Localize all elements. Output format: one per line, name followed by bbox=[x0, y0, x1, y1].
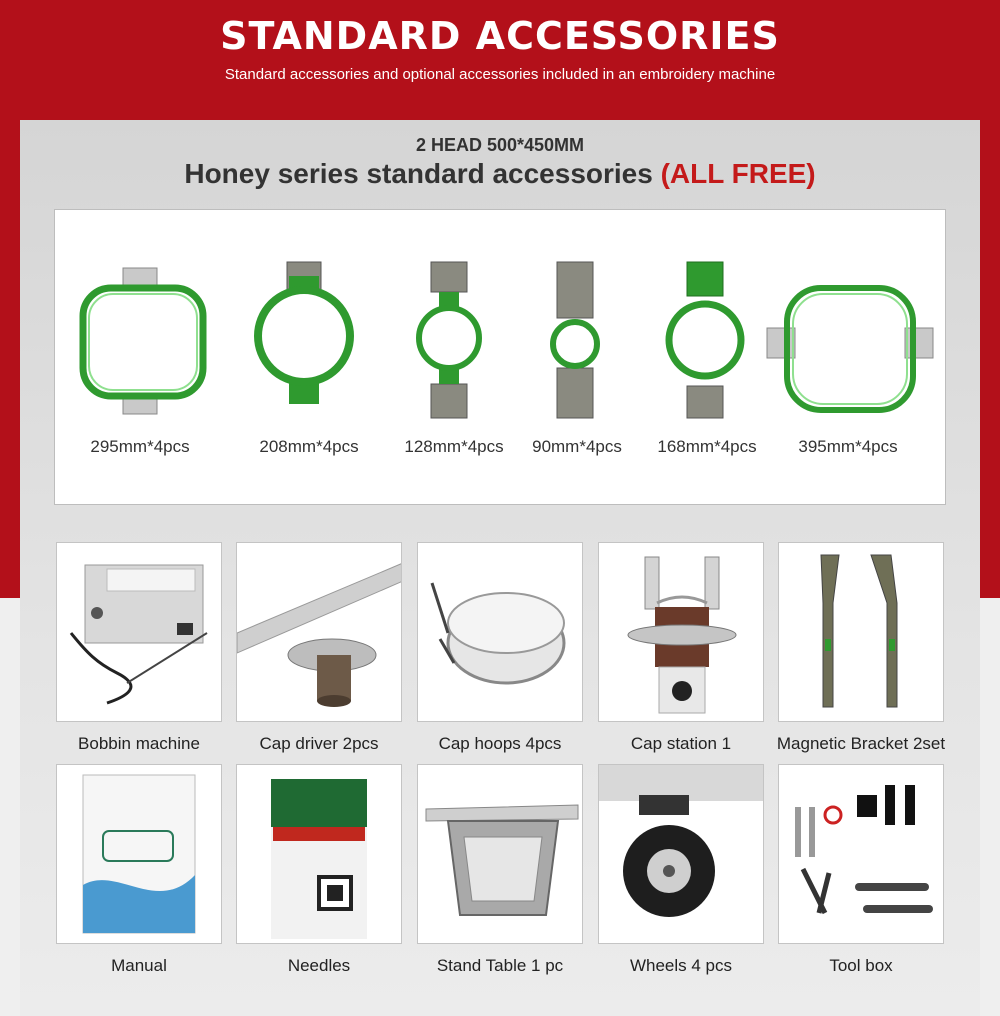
cap-station-tile bbox=[598, 542, 764, 722]
accessory-caption: Cap station 1 bbox=[630, 734, 732, 753]
hoop-label: 295mm*4pcs bbox=[90, 437, 190, 456]
tool-box-tile bbox=[778, 764, 944, 944]
cap-hoop-icon bbox=[418, 543, 583, 722]
wheels-tile bbox=[598, 764, 764, 944]
stand-table-icon bbox=[418, 765, 583, 944]
manual-tile bbox=[56, 764, 222, 944]
magnetic-bracket-icon bbox=[779, 543, 944, 722]
hoop-gallery bbox=[54, 209, 946, 505]
magnetic-bracket-tile bbox=[778, 542, 944, 722]
square-hoop-icon bbox=[75, 260, 215, 420]
tool-box-icon bbox=[779, 765, 944, 944]
accessory-caption: Stand Table 1 pc bbox=[436, 956, 564, 975]
page-subtitle: Standard accessories and optional accessories included in an embroidery machine bbox=[224, 66, 776, 83]
round-hoop-icon bbox=[661, 260, 751, 420]
round-hoop-icon bbox=[415, 260, 495, 420]
series-title bbox=[0, 158, 1000, 190]
accessory-caption: Cap hoops 4pcs bbox=[438, 734, 562, 753]
cap-station-icon bbox=[599, 543, 764, 722]
hoop-label: 168mm*4pcs bbox=[657, 437, 757, 456]
square-hoop-icon bbox=[765, 260, 935, 420]
hoop-label: 208mm*4pcs bbox=[259, 437, 359, 456]
head-spec-label: 2 HEAD 500*450MM bbox=[415, 135, 585, 155]
accessory-caption: Wheels 4 pcs bbox=[629, 956, 733, 975]
manual-icon bbox=[57, 765, 222, 944]
accessory-caption: Needles bbox=[287, 956, 351, 975]
bobbin-machine-icon bbox=[57, 543, 222, 722]
accessory-caption: Cap driver 2pcs bbox=[259, 734, 379, 753]
hoop-label: 395mm*4pcs bbox=[798, 437, 898, 456]
cap-hoops-tile bbox=[417, 542, 583, 722]
round-hoop-icon bbox=[251, 260, 361, 420]
accessory-caption: Manual bbox=[111, 956, 167, 975]
needles-tile bbox=[236, 764, 402, 944]
stand-table-tile bbox=[417, 764, 583, 944]
round-hoop-icon bbox=[547, 260, 607, 420]
accessory-caption: Magnetic Bracket 2set bbox=[776, 734, 946, 753]
hoop-label: 90mm*4pcs bbox=[532, 437, 622, 456]
wheel-icon bbox=[599, 765, 764, 944]
bobbin-machine-tile bbox=[56, 542, 222, 722]
cap-driver-tile bbox=[236, 542, 402, 722]
needles-icon bbox=[237, 765, 402, 944]
accessory-caption: Bobbin machine bbox=[78, 734, 200, 753]
accessory-caption: Tool box bbox=[829, 956, 893, 975]
series-title-text: Honey series standard accessories bbox=[184, 158, 661, 189]
page-title: STANDARD ACCESSORIES bbox=[220, 14, 780, 58]
hoop-label: 128mm*4pcs bbox=[404, 437, 504, 456]
all-free-label: (ALL FREE) bbox=[660, 158, 816, 189]
cap-driver-icon bbox=[237, 543, 402, 722]
header bbox=[0, 0, 1000, 120]
